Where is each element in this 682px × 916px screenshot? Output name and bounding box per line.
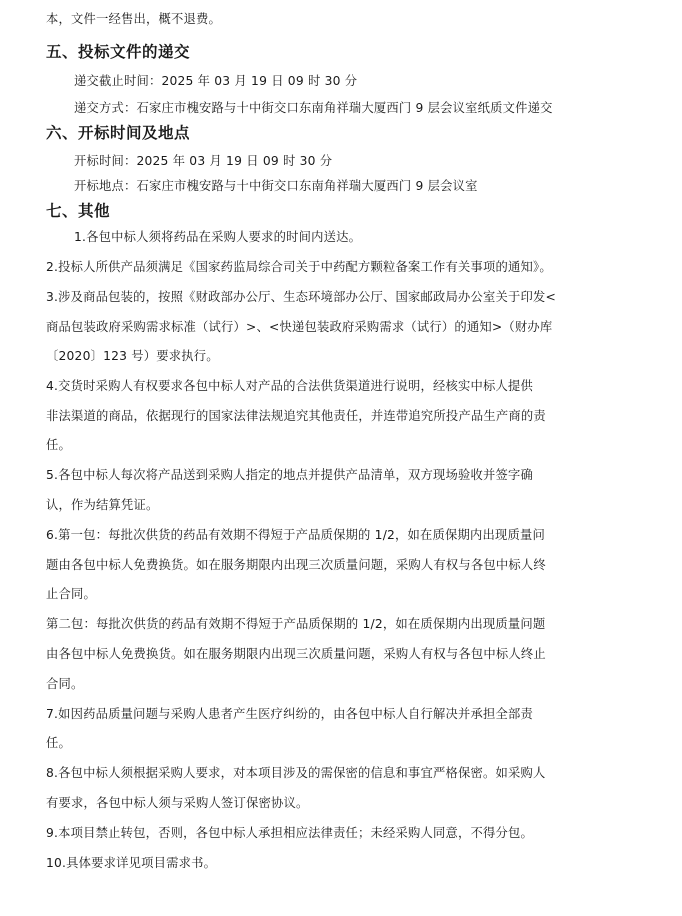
section-5-heading: 五、投标文件的递交 xyxy=(46,43,191,61)
item-6-line-2: 题由各包中标人免费换货。如在服务期限内出现三次质量问题，采购人有权与各包中标人终 xyxy=(46,558,546,572)
item-7-line-1: 7.如因药品质量问题与采购人患者产生医疗纠纷的，由各包中标人自行解决并承担全部责 xyxy=(46,707,534,721)
item-5-line-2: 认，作为结算凭证。 xyxy=(46,498,159,512)
continuation-line: 本，文件一经售出，概不退费。 xyxy=(46,12,221,26)
submission-deadline: 递交截止时间：2025 年 03 月 19 日 09 时 30 分 xyxy=(74,74,358,88)
item-6b-line-2: 由各包中标人免费换货。如在服务期限内出现三次质量问题，采购人有权与各包中标人终止 xyxy=(46,647,546,661)
section-6-heading: 六、开标时间及地点 xyxy=(46,124,191,142)
submission-method: 递交方式：石家庄市槐安路与十中街交口东南角祥瑞大厦西门 9 层会议室纸质文件递交 xyxy=(74,101,553,115)
item-8-line-1: 8.各包中标人须根据采购人要求，对本项目涉及的需保密的信息和事宜严格保密。如采购人 xyxy=(46,766,546,780)
item-1: 1.各包中标人须将药品在采购人要求的时间内送达。 xyxy=(74,230,362,244)
opening-place: 开标地点：石家庄市槐安路与十中街交口东南角祥瑞大厦西门 9 层会议室 xyxy=(74,179,478,193)
item-8-line-2: 有要求，各包中标人须与采购人签订保密协议。 xyxy=(46,796,309,810)
item-4-line-3: 任。 xyxy=(46,438,71,452)
item-4-line-2: 非法渠道的商品，依据现行的国家法律法规追究其他责任，并连带追究所投产品生产商的责 xyxy=(46,409,546,423)
item-6-line-3: 止合同。 xyxy=(46,587,96,601)
item-9: 9.本项目禁止转包，否则，各包中标人承担相应法律责任；未经采购人同意，不得分包。 xyxy=(46,826,534,840)
item-10: 10.具体要求详见项目需求书。 xyxy=(46,856,217,870)
item-5-line-1: 5.各包中标人每次将产品送到采购人指定的地点并提供产品清单，双方现场验收并签字确 xyxy=(46,468,534,482)
item-6b-line-3: 合同。 xyxy=(46,677,84,691)
item-3-line-1: 3.涉及商品包装的，按照《财政部办公厅、生态环境部办公厅、国家邮政局办公室关于印发< xyxy=(46,290,557,304)
item-4-line-1: 4.交货时采购人有权要求各包中标人对产品的合法供货渠道进行说明，经核实中标人提供 xyxy=(46,379,534,393)
item-3-line-3: 〔2020〕123 号）要求执行。 xyxy=(46,349,219,363)
item-6b-line-1: 第二包：每批次供货的药品有效期不得短于产品质保期的 1/2，如在质保期内出现质量问题 xyxy=(46,617,546,631)
item-7-line-2: 任。 xyxy=(46,736,71,750)
section-7-heading: 七、其他 xyxy=(46,202,111,220)
item-6-line-1: 6.第一包：每批次供货的药品有效期不得短于产品质保期的 1/2，如在质保期内出现质量问 xyxy=(46,528,546,542)
item-3-line-2: 商品包装政府采购需求标准（试行）>、<快递包装政府采购需求（试行）的通知>（财办库 xyxy=(46,320,553,334)
item-2: 2.投标人所供产品须满足《国家药监局综合司关于中药配方颗粒备案工作有关事项的通知》。 xyxy=(46,260,552,274)
opening-time: 开标时间：2025 年 03 月 19 日 09 时 30 分 xyxy=(74,154,333,168)
